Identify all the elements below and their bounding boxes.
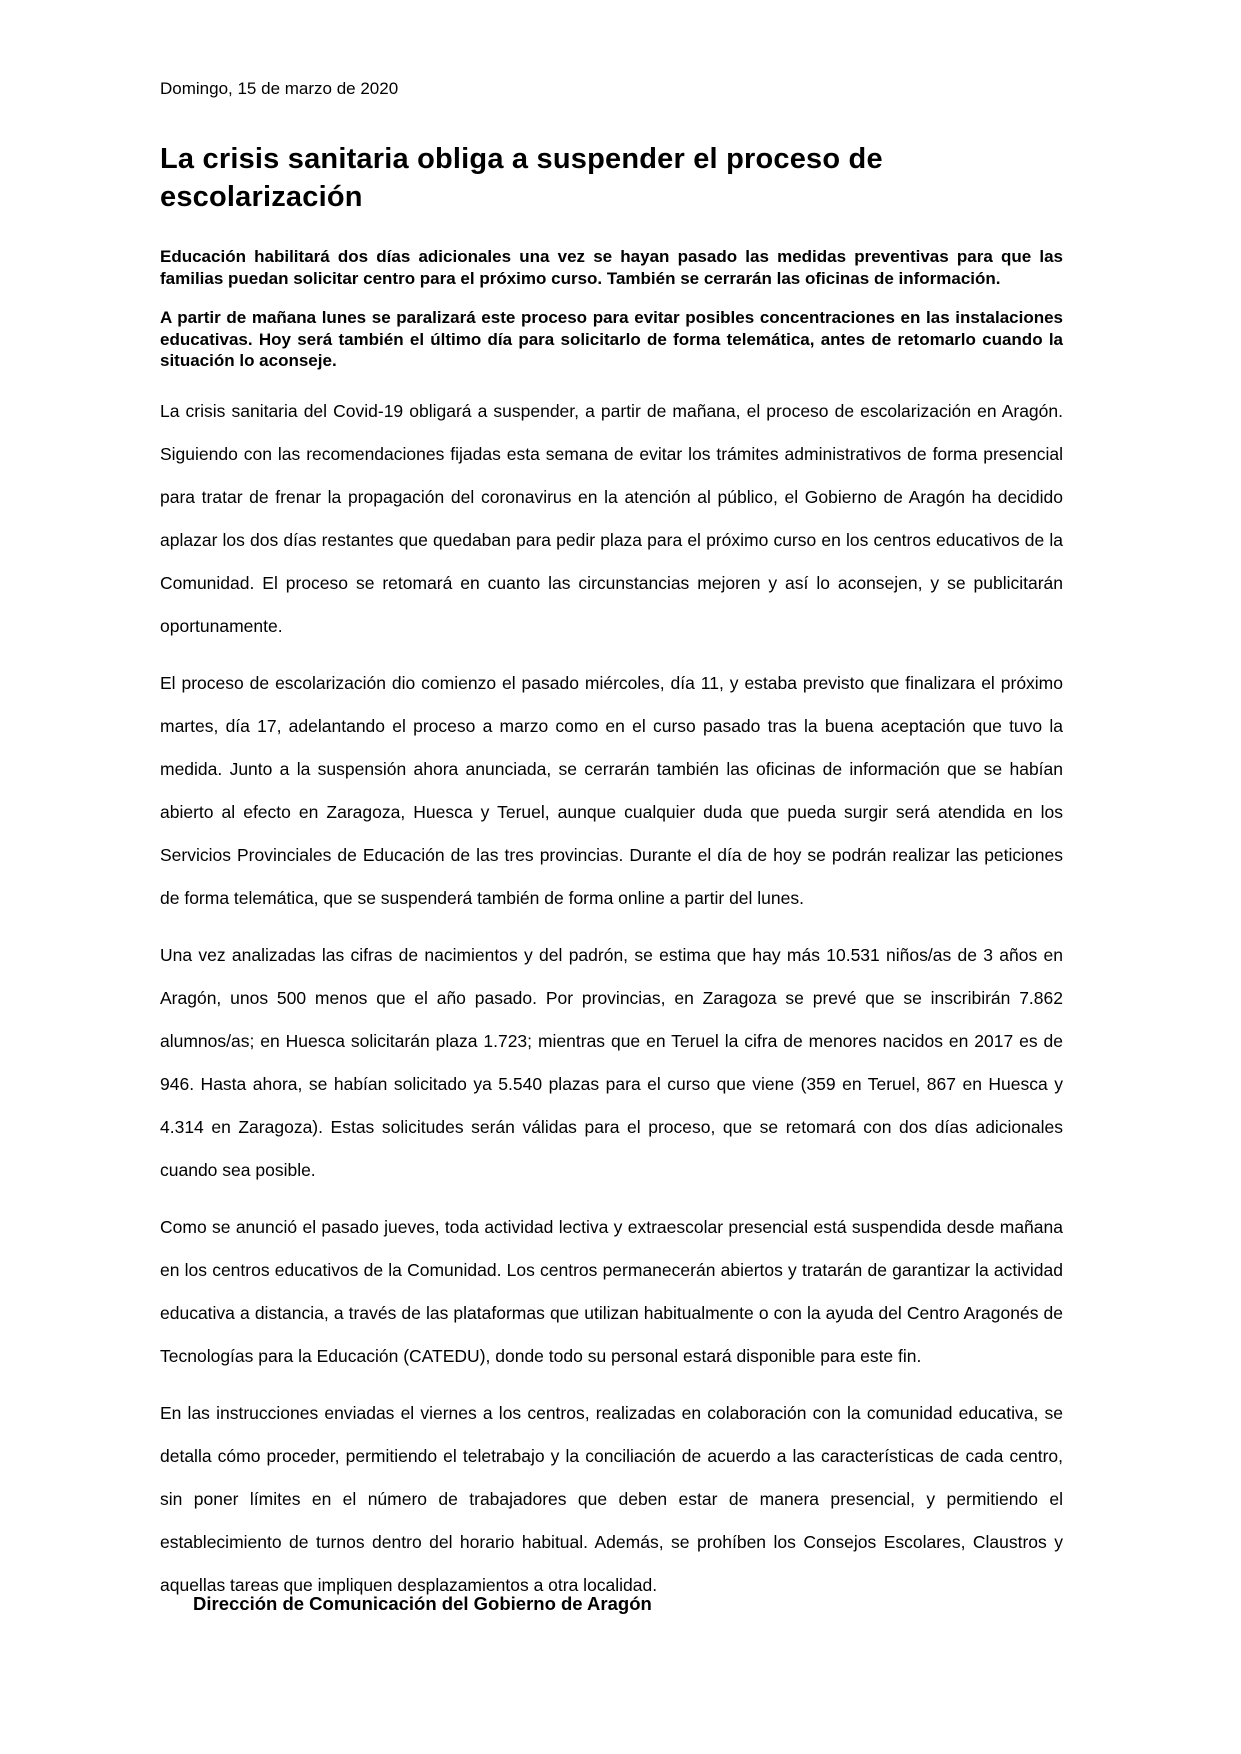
body-paragraph: Una vez analizadas las cifras de nacimientos y del padrón, se estima que hay más 10.531 niños/as de 3 años en Aragón, unos 500 menos que el año pasado. Por provincias, en Zaragoza se prevé que se inscribirán 7.862 alumnos/as; en Huesca solicitarán plaza 1.723; mientras que en Teruel la cifra de menores nacidos en 2017 es de 946. Hasta ahora, se habían solicitado ya 5.540 plazas para el curso que viene (359 en Teruel, 867 en Huesca y 4.314 en Zaragoza). Estas solicitudes serán válidas para el proceso, que se retomará con dos días adicionales cuando sea posible. [160,944,1063,1180]
page-title: La crisis sanitaria obliga a suspender el proceso de escolarización [160,143,883,213]
document-footer: Dirección de Comunicación del Gobierno de Aragón [193,1593,652,1614]
lead-paragraph: A partir de mañana lunes se paralizará este proceso para evitar posibles concentraciones en las instalaciones educativas. Hoy será también el último día para solicitarlo de forma telemática, antes de retomarlo cuando la situación lo aconseje. [160,308,1063,370]
body-paragraph: La crisis sanitaria del Covid-19 obligará a suspender, a partir de mañana, el proceso de escolarización en Aragón. Siguiendo con las recomendaciones fijadas esta semana de evitar los trámites administrativos de forma presencial para tratar de frenar la propagación del coronavirus en la atención al público, el Gobierno de Aragón ha decidido aplazar los dos días restantes que quedaban para pedir plaza para el próximo curso en los centros educativos de la Comunidad. El proceso se retomará en cuanto las circunstancias mejoren y así lo aconsejen, y se publicitarán oportunamente. [160,400,1063,636]
body-paragraph: El proceso de escolarización dio comienzo el pasado miércoles, día 11, y estaba previsto que finalizara el próximo martes, día 17, adelantando el proceso a marzo como en el curso pasado tras la buena aceptación que tuvo la medida. Junto a la suspensión ahora anunciada, se cerrarán también las oficinas de información que se habían abierto al efecto en Zaragoza, Huesca y Teruel, aunque cualquier duda que pueda surgir será atendida en los Servicios Provinciales de Educación de las tres provincias. Durante el día de hoy se podrán realizar las peticiones de forma telemática, que se suspenderá también de forma online a partir del lunes. [160,672,1063,908]
lead-paragraph: Educación habilitará dos días adicionales una vez se hayan pasado las medidas preventivas para que las familias puedan solicitar centro para el próximo curso. También se cerrarán las oficinas de información. [160,247,1063,288]
body-paragraph: En las instrucciones enviadas el viernes a los centros, realizadas en colaboración con la comunidad educativa, se detalla cómo proceder, permitiendo el teletrabajo y la conciliación de acuerdo a las características de cada centro, sin poner límites en el número de trabajadores que deben estar de manera presencial, y permitiendo el establecimiento de turnos dentro del horario habitual. Además, se prohíben los Consejos Escolares, Claustros y aquellas tareas que impliquen desplazamientos a otra localidad. [160,1402,1063,1595]
body-paragraph: Como se anunció el pasado jueves, toda actividad lectiva y extraescolar presencial está suspendida desde mañana en los centros educativos de la Comunidad. Los centros permanecerán abiertos y tratarán de garantizar la actividad educativa a distancia, a través de las plataformas que utilizan habitualmente o con la ayuda del Centro Aragonés de Tecnologías para la Educación (CATEDU), donde todo su personal estará disponible para este fin. [160,1216,1063,1366]
lead-section [160,246,1063,372]
body-section [160,390,1063,1607]
document-content [160,78,1063,1621]
document-date: Domingo, 15 de marzo de 2020 [160,79,399,98]
